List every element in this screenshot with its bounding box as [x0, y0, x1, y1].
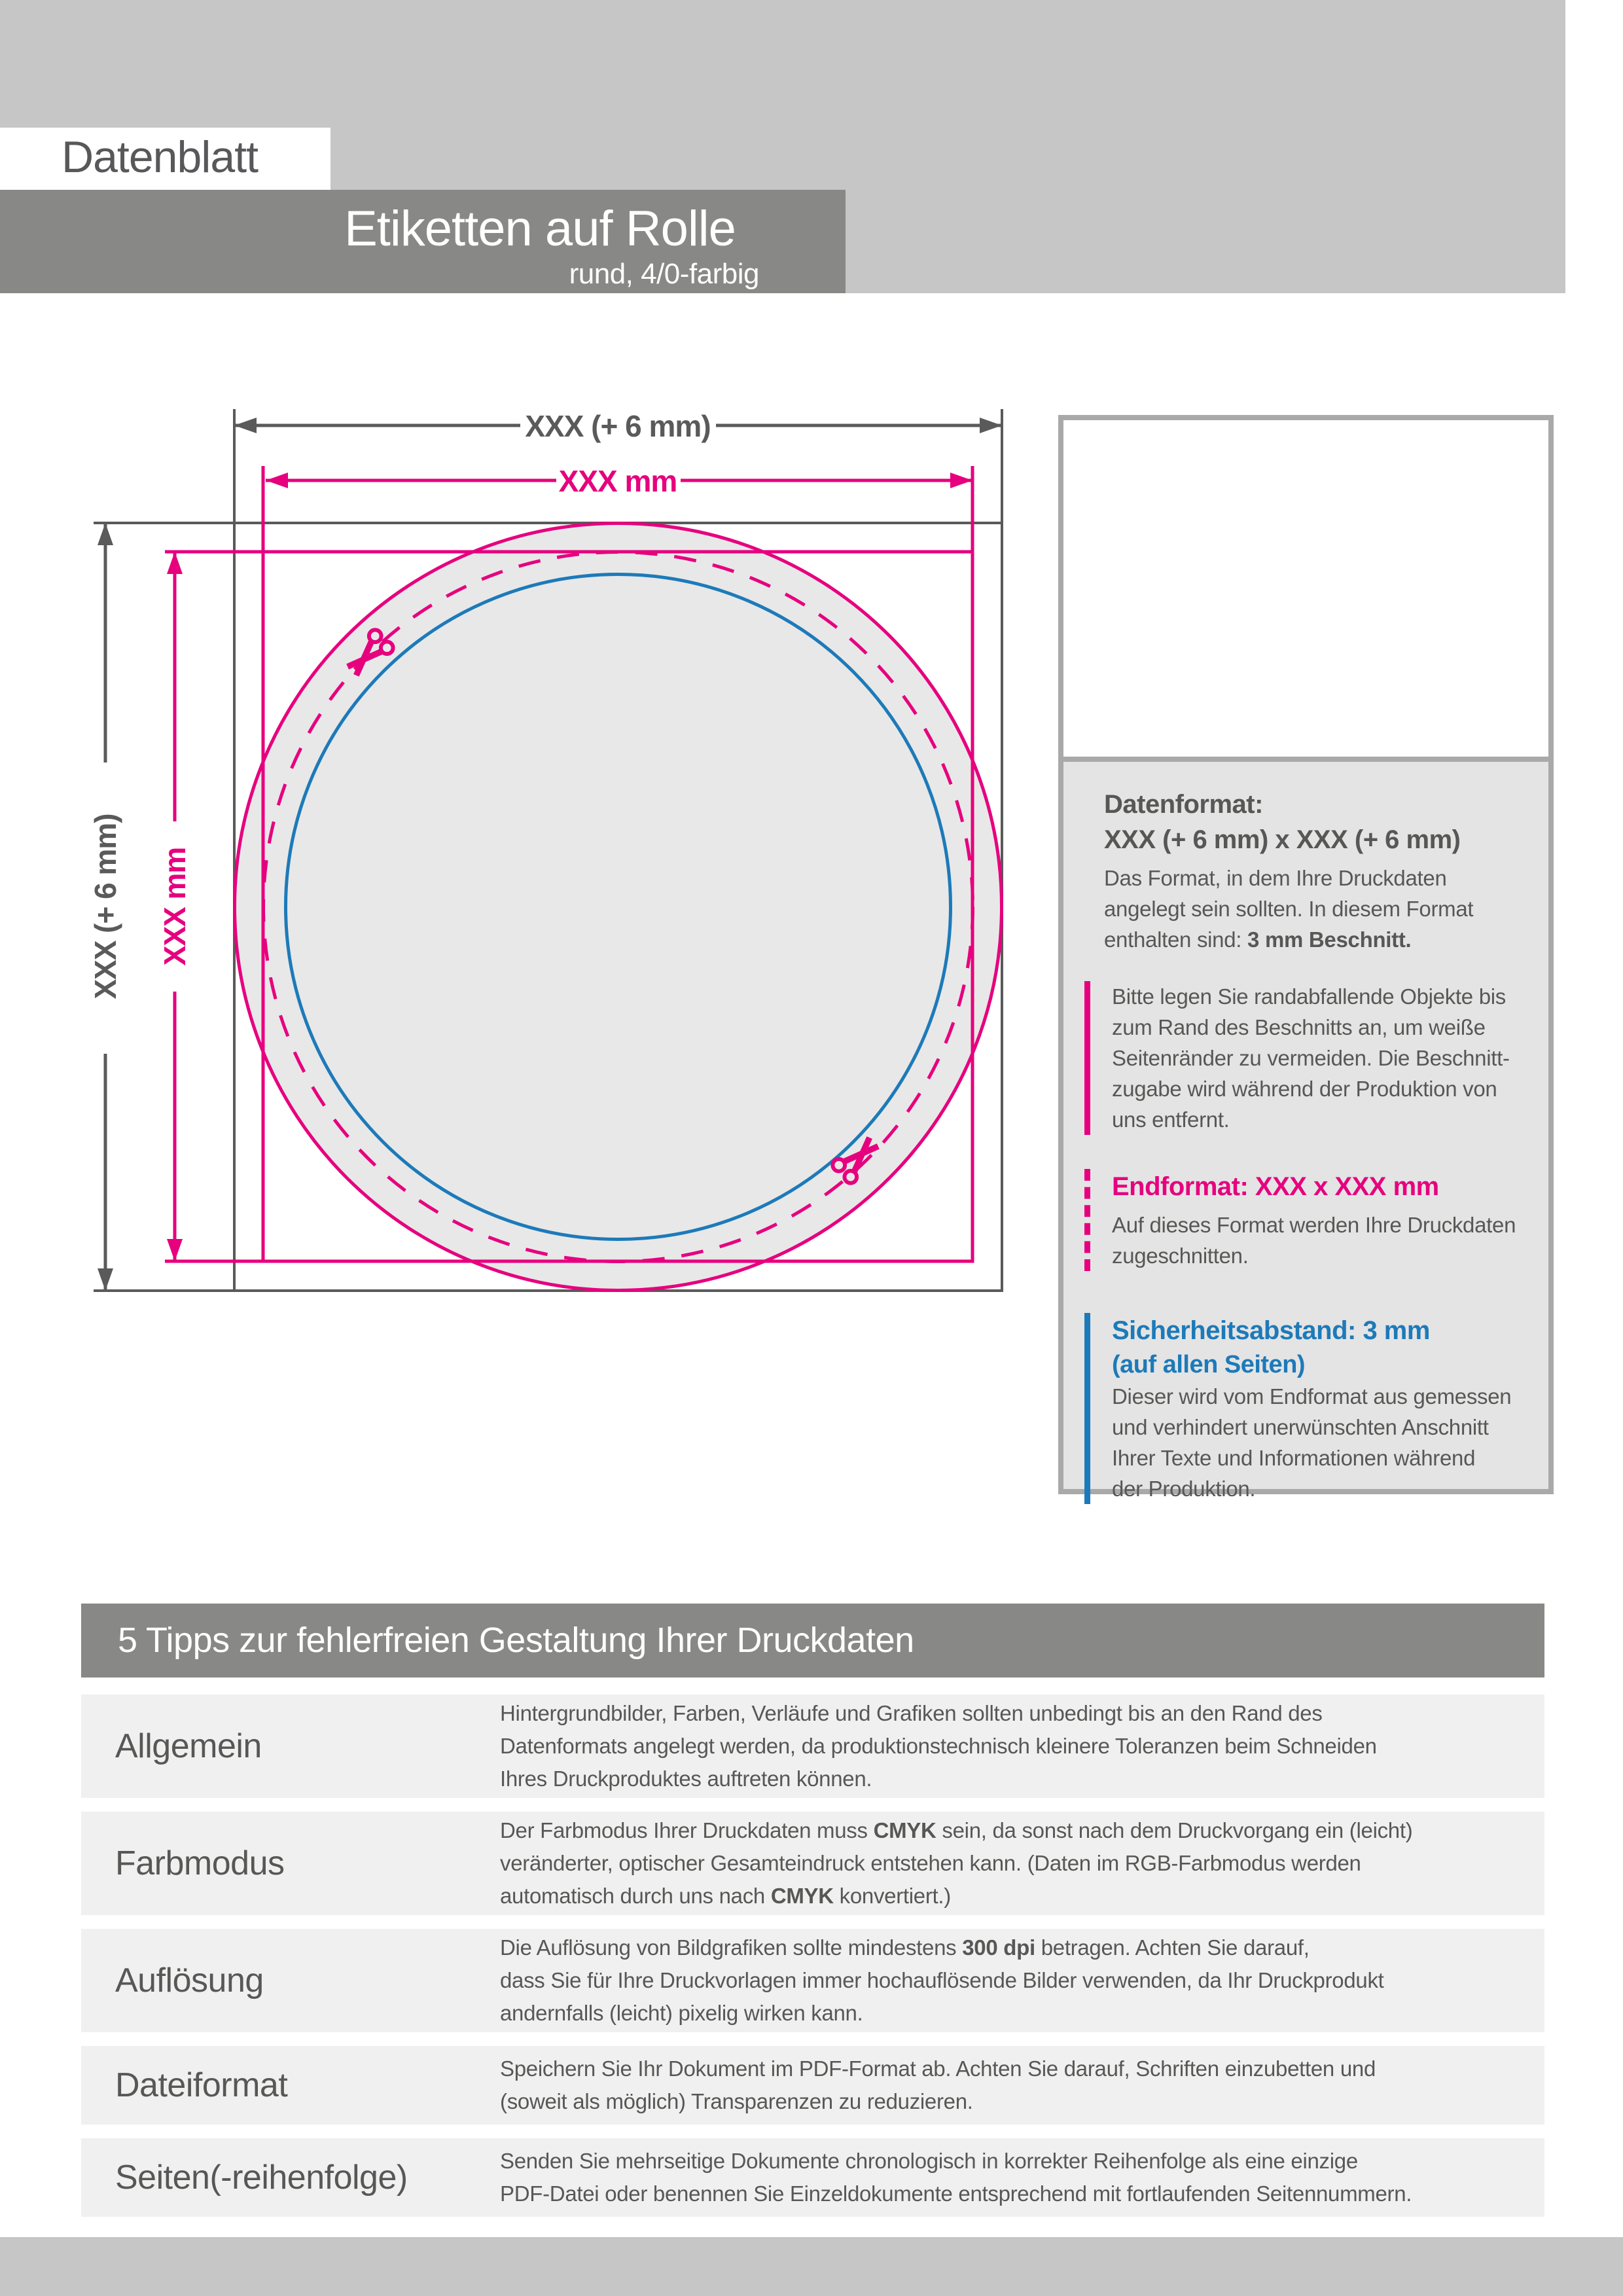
tips-list	[81, 1695, 1544, 2231]
safety-body: Dieser wird vom Endformat aus gemessen und verhindert unerwünschten Anschnitt Ihrer Texte und Informationen während der Produktion.	[1112, 1384, 1512, 1501]
tip-label: Dateiformat	[115, 2066, 288, 2104]
endformat-title: Endformat: XXX x XXX mm	[1112, 1172, 1439, 1201]
tip-row-seitenreihenfolge	[81, 2138, 1544, 2217]
safety-block	[1084, 1313, 1526, 1504]
endformat-block	[1084, 1169, 1526, 1271]
tip-text: Die Auflösung von Bildgrafiken sollte mindestens 300 dpi betragen. Achten Sie darauf, dass Sie für Ihre Druckvorlagen immer hochauflösende Bilder verwenden, da Ihr Druckprodukt andernfalls (leicht) pixelig wirken kann.	[500, 1935, 1384, 2025]
tip-label: Farbmodus	[115, 1844, 285, 1882]
tip-text: Der Farbmodus Ihrer Druckdaten muss CMYK sein, da sonst nach dem Druckvorgang ein (leicht) veränderter, optischer Gesamteindruck entstehen kann. (Daten im RGB-Farbmodus werden automatisch durch uns nach CMYK konvertiert.)	[500, 1818, 1413, 1908]
tips-title: 5 Tipps zur fehlerfreien Gestaltung Ihrer Druckdaten	[118, 1620, 914, 1660]
format-info-panel	[1058, 757, 1554, 1501]
dim-outer-height-label: XXX (+ 6 mm)	[88, 814, 122, 999]
tip-row-aufloesung	[81, 1929, 1544, 2032]
bleed-area-fill	[235, 524, 1002, 1291]
tips-title-band	[81, 1604, 1544, 1677]
tip-text: Senden Sie mehrseitige Dokumente chronologisch in korrekter Reihenfolge als eine einzige PDF-Datei oder benennen Sie Einzeldokumente entsprechend mit fortlaufenden Seitennummern.	[500, 2149, 1412, 2206]
dataformat-size: XXX (+ 6 mm) x XXX (+ 6 mm)	[1104, 825, 1461, 854]
dataformat-title: Datenformat:	[1104, 790, 1263, 819]
product-title: Etiketten auf Rolle	[344, 201, 736, 257]
tip-label: Auflösung	[115, 1962, 264, 2000]
dim-inner-width-label: XXX mm	[558, 464, 677, 498]
bleed-note: Bitte legen Sie randabfallende Objekte bis zum Rand des Beschnitts an, um weiße Seitenränder zu vermeiden. Die Beschnitt- zugabe wird während der Produktion von uns entfernt.	[1084, 981, 1526, 1135]
dim-inner-height-label: XXX mm	[158, 847, 192, 966]
safety-subtitle: (auf allen Seiten)	[1112, 1351, 1306, 1378]
tip-row-dateiformat	[81, 2046, 1544, 2125]
zoom-detail-box	[1058, 415, 1554, 762]
sheet-label: Datenblatt	[62, 132, 258, 182]
footer-band	[0, 2237, 1623, 2296]
tip-text: Hintergrundbilder, Farben, Verläufe und Grafiken sollten unbedingt bis an den Rand des Datenformats angelegt werden, da produktionstechnisch kleinere Toleranzen beim Schneiden Ihres Druckproduktes auftreten können.	[500, 1701, 1377, 1791]
product-subtitle: rund, 4/0-farbig	[569, 258, 759, 290]
tip-row-farbmodus	[81, 1812, 1544, 1915]
tip-row-allgemein	[81, 1695, 1544, 1798]
tip-label: Allgemein	[115, 1727, 262, 1765]
dataformat-body: Das Format, in dem Ihre Druckdaten angelegt sein sollten. In diesem Format enthalten sind: 3 mm Beschnitt.	[1104, 866, 1474, 952]
tip-label: Seiten(-reihenfolge)	[115, 2159, 408, 2197]
tip-text: Speichern Sie Ihr Dokument im PDF-Format ab. Achten Sie darauf, Schriften einzubetten und (soweit als möglich) Transparenzen zu reduzieren.	[500, 2056, 1376, 2113]
safety-title: Sicherheitsabstand: 3 mm	[1112, 1316, 1430, 1345]
dim-outer-width-label: XXX (+ 6 mm)	[525, 409, 711, 443]
endformat-body: Auf dieses Format werden Ihre Druckdaten zugeschnitten.	[1112, 1213, 1516, 1268]
